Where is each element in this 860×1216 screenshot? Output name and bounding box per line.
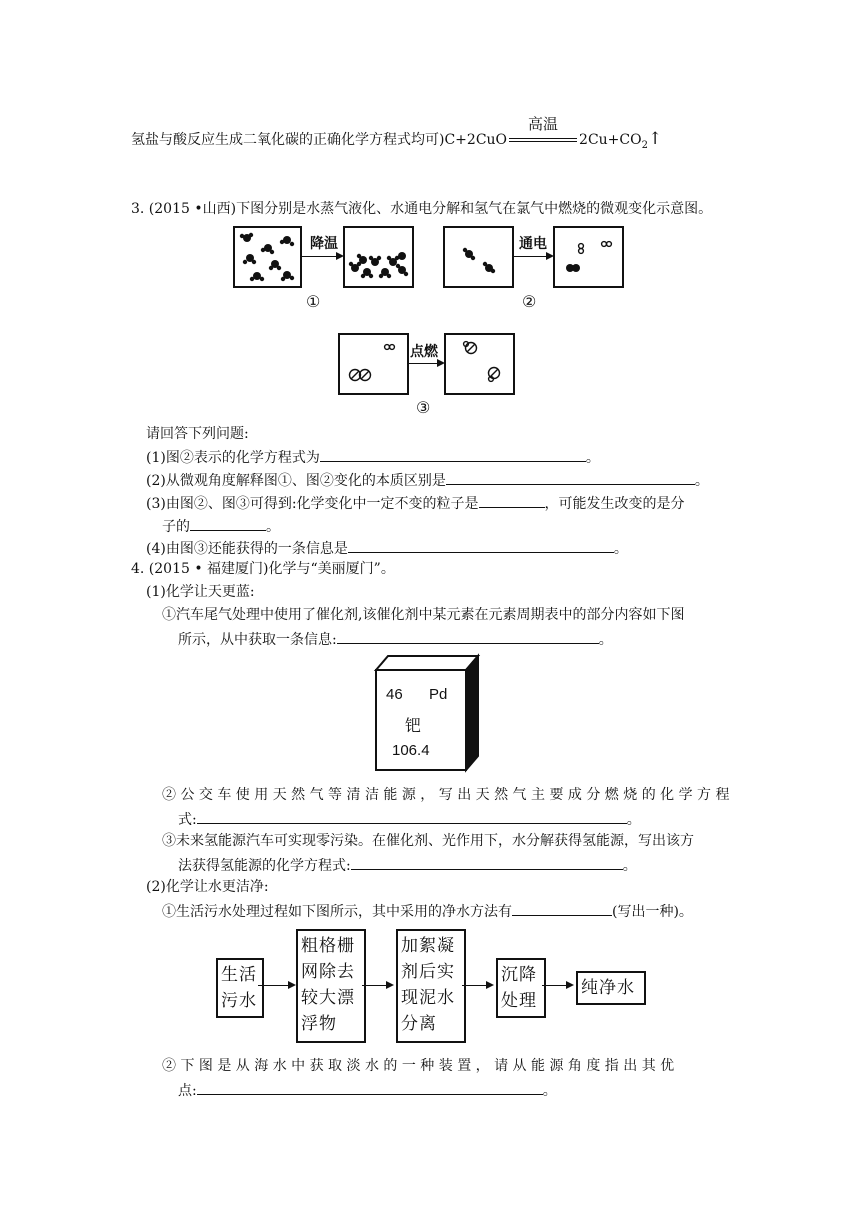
q4-1-3-end: 。 xyxy=(622,858,637,874)
q4-2-2-line1: ② 下 图 是 从 海 水 中 获 取 淡 水 的 一 种 装 置 ， 请 从 能 源 角 度 指 出 其 优 xyxy=(162,1058,675,1074)
q3-prompt: 请回答下列问题: xyxy=(146,426,249,442)
q3-part2-text: (2)从微观角度解释图①、图②变化的本质区别是 xyxy=(146,473,446,489)
flow-arrow-1 xyxy=(258,985,294,986)
q4-2-2-blank[interactable] xyxy=(197,1080,543,1095)
q4-1-2-line1: ② 公 交 车 使 用 天 然 气 等 清 洁 能 源 ， 写 出 天 然 气 主 要 成 分 燃 烧 的 化 学 方 程 xyxy=(162,787,730,803)
flow-arrow-3 xyxy=(462,985,492,986)
fig3-number: ③ xyxy=(416,398,431,417)
equation-right: 2Cu+CO xyxy=(579,132,642,148)
q3-part4 xyxy=(146,538,628,558)
element-name: 钯 xyxy=(405,716,422,735)
q4-2-1-blank[interactable] xyxy=(512,901,612,916)
flow-step-flocculant: 加絮凝 剂后实 现泥水 分离 xyxy=(396,929,466,1043)
q3-part3-blank-b[interactable] xyxy=(190,516,266,531)
q4-1-2-text: 式: xyxy=(178,812,197,828)
fig1-arrow-label: 降温 xyxy=(310,236,338,252)
fig2-arrow-label: 通电 xyxy=(519,236,547,252)
equation-subscript: 2 xyxy=(641,139,648,151)
q3-part4-end: 。 xyxy=(613,541,628,557)
water-molecules-liquid-icon xyxy=(345,228,412,286)
q4-1-1-text: 所示，从中获取一条信息: xyxy=(178,632,337,648)
prev-answer-line xyxy=(131,115,663,155)
q4-2-2-text: 点: xyxy=(178,1083,197,1099)
element-number: 46 xyxy=(386,686,403,703)
q4-1-1-end: 。 xyxy=(598,632,613,648)
q3-part3 xyxy=(146,493,685,513)
q4-1-2-line2 xyxy=(178,809,641,829)
q3-part2-blank[interactable] xyxy=(446,470,695,485)
fig3-arrow xyxy=(407,363,443,364)
fig2-arrow xyxy=(512,256,552,257)
flow-arrow-2 xyxy=(362,985,392,986)
q4-1-3-text: 法获得氢能源的化学方程式: xyxy=(178,858,351,874)
q3-part3-end: 。 xyxy=(266,519,280,535)
reaction-condition xyxy=(507,115,579,149)
q4-1-1-blank[interactable] xyxy=(337,629,599,644)
q3-part3-text-c: 子的 xyxy=(162,519,190,535)
q4-section1: (1)化学让天更蓝: xyxy=(146,584,255,600)
hydrogen-chloride-molecules-icon xyxy=(446,335,513,393)
q3-part2-end: 。 xyxy=(694,473,709,489)
fig2-after-box xyxy=(553,226,624,288)
q3-part4-blank[interactable] xyxy=(348,538,614,553)
flow-step-settling: 沉降 处理 xyxy=(496,958,546,1018)
q4-2-1-text: ①生活污水处理过程如下图所示，其中采用的净水方法有 xyxy=(162,904,512,920)
hydrogen-oxygen-molecules-icon xyxy=(555,228,622,286)
q3-part2 xyxy=(146,470,709,490)
q3-part3-blank-a[interactable] xyxy=(479,493,545,508)
q4-2-1-tail: (写出一种)。 xyxy=(612,904,693,920)
fig1-arrow xyxy=(302,256,342,257)
q3-heading: 3. (2015 •山西)下图分别是水蒸气液化、水通电分解和氢气在氯气中燃烧的微观变化示意图。 xyxy=(131,201,713,217)
equation-left: C+2CuO xyxy=(444,132,508,148)
q3-part3-text-b: ，可能发生改变的是分 xyxy=(544,496,685,512)
q4-1-1-line2 xyxy=(178,629,613,649)
q4-1-3-line1: ③未来氢能源汽车可实现零污染。在催化剂、光作用下，水分解获得氢能源，写出该方 xyxy=(162,833,694,849)
fig1-after-box xyxy=(343,226,414,288)
flow-step-sewage: 生活 污水 xyxy=(216,958,264,1018)
q3-part4-text: (4)由图③还能获得的一条信息是 xyxy=(146,541,348,557)
flow-arrow-4 xyxy=(542,985,572,986)
q4-1-2-blank[interactable] xyxy=(197,809,627,824)
q4-section2: (2)化学让水更洁净: xyxy=(146,879,269,895)
prev-answer-text: 氢盐与酸反应生成二氧化碳的正确化学方程式均可) xyxy=(131,132,445,148)
gas-arrow: ↑ xyxy=(647,129,663,149)
fig2-before-box xyxy=(443,226,514,288)
element-symbol: Pd xyxy=(429,686,448,703)
fig1-before-box xyxy=(233,226,302,288)
q3-part1-text: (1)图②表示的化学方程式为 xyxy=(146,450,320,466)
fig1-number: ① xyxy=(306,292,321,311)
water-molecules-icon xyxy=(445,228,512,286)
q4-1-2-end: 。 xyxy=(626,812,641,828)
q4-2-2-end: 。 xyxy=(542,1083,557,1099)
fig3-before-box xyxy=(338,333,409,395)
fig3-after-box xyxy=(444,333,515,395)
q3-part3-text: (3)由图②、图③可得到:化学变化中一定不变的粒子是 xyxy=(146,496,479,512)
water-molecules-gas-icon xyxy=(235,228,300,286)
hydrogen-chlorine-molecules-icon xyxy=(340,335,407,393)
q3-part1 xyxy=(146,447,600,467)
q4-heading: 4. (2015 • 福建厦门)化学与“美丽厦门”。 xyxy=(131,561,395,577)
q3-part1-blank[interactable] xyxy=(320,447,586,462)
q4-1-3-line2 xyxy=(178,855,637,875)
condition-label: 高温 xyxy=(528,115,559,133)
flow-step-clean-water: 纯净水 xyxy=(576,971,646,1005)
q4-2-2-line2 xyxy=(178,1080,557,1100)
q4-2-1-line xyxy=(162,901,693,921)
fig3-arrow-label: 点燃 xyxy=(410,344,438,360)
fig2-number: ② xyxy=(522,292,537,311)
q4-1-3-blank[interactable] xyxy=(351,855,623,870)
q3-part1-end: 。 xyxy=(585,450,600,466)
q3-part3-cont xyxy=(162,516,280,536)
element-mass: 106.4 xyxy=(392,742,430,759)
flow-step-screen: 粗格栅 网除去 较大漂 浮物 xyxy=(296,929,366,1043)
q4-1-1-line1: ①汽车尾气处理中使用了催化剂,该催化剂中某元素在元素周期表中的部分内容如下图 xyxy=(162,607,685,623)
